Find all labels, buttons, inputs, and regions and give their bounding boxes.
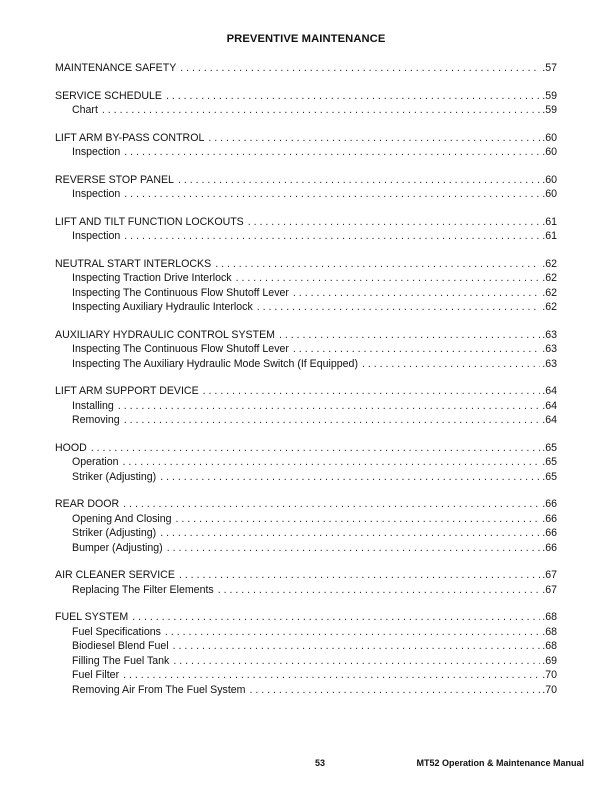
toc-section: [55, 497, 557, 555]
dot-leader: [124, 413, 541, 428]
toc-section: [55, 89, 557, 118]
toc-section: [55, 384, 557, 428]
toc-entry-label: Removing: [72, 414, 120, 426]
dot-leader: [124, 229, 540, 244]
toc-entry-page: .66: [542, 512, 557, 525]
toc-section-entry[interactable]: [55, 384, 557, 399]
toc-section: [55, 215, 557, 244]
toc-section-entry[interactable]: [55, 173, 557, 188]
dot-leader: [123, 497, 540, 512]
toc-entry-label: Fuel Filter: [72, 669, 120, 681]
dot-leader: [218, 583, 541, 598]
toc-entry-page: .60: [542, 188, 557, 200]
toc-entry-label: Chart: [72, 104, 98, 116]
toc-entry-label: Operation: [72, 456, 119, 468]
dot-leader: [257, 300, 541, 315]
dot-leader: [102, 103, 540, 118]
dot-leader: [166, 89, 540, 104]
dot-leader: [132, 610, 540, 625]
toc-section: [55, 441, 557, 485]
dot-leader: [362, 357, 540, 372]
toc-entry-label: Striker (Adjusting): [72, 527, 157, 539]
toc-section: [55, 131, 557, 160]
dot-leader: [123, 668, 540, 683]
toc-subentry[interactable]: [55, 413, 557, 428]
toc-entry-label: Inspection: [72, 188, 121, 200]
dot-leader: [167, 541, 541, 556]
toc-entry-label: Inspecting Traction Drive Interlock: [72, 272, 232, 284]
dot-leader: [118, 399, 540, 414]
toc-entry-page: .62: [542, 257, 557, 270]
dot-leader: [279, 328, 540, 343]
toc-entry-page: .63: [542, 328, 557, 341]
toc-entry-page: .60: [542, 131, 557, 144]
toc-entry-page: .65: [542, 470, 557, 483]
toc-subentry[interactable]: [55, 625, 557, 640]
toc-entry-page: .60: [542, 173, 557, 186]
dot-leader: [165, 625, 540, 640]
toc-entry-page: .64: [542, 414, 557, 426]
dot-leader: [215, 257, 540, 272]
toc-entry-page: .66: [542, 541, 557, 554]
toc-subentry[interactable]: [55, 583, 557, 598]
dot-leader: [160, 526, 540, 541]
dot-leader: [176, 512, 541, 527]
dot-leader: [248, 215, 541, 230]
toc-subentry[interactable]: [55, 342, 557, 357]
toc-entry-label: AUXILIARY HYDRAULIC CONTROL SYSTEM: [55, 328, 275, 341]
dot-leader: [160, 470, 540, 485]
toc-entry-page: .64: [542, 399, 557, 412]
toc-entry-page: .57: [542, 62, 557, 74]
toc-section: [55, 610, 557, 697]
toc-subentry[interactable]: [55, 286, 557, 301]
toc-entry-page: .68: [542, 640, 557, 652]
toc-entry-label: Inspection: [72, 230, 121, 242]
toc-entry-page: .69: [542, 654, 557, 667]
table-of-contents: [55, 61, 557, 710]
toc-subentry[interactable]: [55, 399, 557, 414]
toc-entry-label: Biodiesel Blend Fuel: [72, 640, 169, 652]
toc-entry-page: .64: [542, 385, 557, 397]
page-title: PREVENTIVE MAINTENANCE: [226, 33, 386, 45]
footer-manual-title: MT52 Operation & Maintenance Manual: [416, 758, 584, 768]
toc-entry-label: LIFT AND TILT FUNCTION LOCKOUTS: [55, 215, 244, 228]
toc-entry-page: .68: [542, 625, 557, 638]
toc-entry-page: .63: [542, 357, 557, 370]
toc-subentry[interactable]: [55, 229, 557, 244]
toc-entry-label: Striker (Adjusting): [72, 470, 157, 483]
footer-page-number: 53: [314, 758, 325, 768]
toc-subentry[interactable]: [55, 654, 557, 669]
toc-entry-page: .66: [542, 527, 557, 539]
toc-section: [55, 568, 557, 597]
toc-subentry[interactable]: [55, 300, 557, 315]
toc-subentry[interactable]: [55, 271, 557, 286]
dot-leader: [236, 271, 541, 286]
toc-section: [55, 328, 557, 372]
toc-section-entry[interactable]: [55, 497, 557, 512]
toc-entry-page: .62: [542, 286, 557, 299]
toc-entry-label: Inspection: [72, 146, 121, 158]
toc-entry-page: .65: [542, 456, 557, 468]
toc-subentry[interactable]: [55, 470, 557, 485]
toc-entry-label: FUEL SYSTEM: [55, 611, 129, 623]
toc-entry-label: REAR DOOR: [55, 498, 120, 510]
toc-entry-page: .67: [542, 583, 557, 596]
toc-subentry[interactable]: [55, 512, 557, 527]
dot-leader: [178, 173, 540, 188]
toc-section-entry[interactable]: [55, 441, 557, 456]
toc-subentry[interactable]: [55, 103, 557, 118]
toc-entry-page: .68: [542, 611, 557, 623]
toc-entry-label: Inspecting The Continuous Flow Shutoff Lever: [72, 343, 289, 355]
toc-entry-page: .67: [542, 569, 557, 581]
toc-entry-page: .60: [542, 146, 557, 158]
toc-subentry[interactable]: [55, 455, 557, 470]
toc-entry-page: .59: [542, 104, 557, 116]
dot-leader: [124, 145, 540, 160]
dot-leader: [179, 568, 540, 583]
dot-leader: [123, 455, 541, 470]
toc-section-entry[interactable]: [55, 257, 557, 272]
toc-subentry[interactable]: [55, 683, 557, 698]
toc-entry-page: .66: [542, 498, 557, 510]
toc-entry-label: NEUTRAL START INTERLOCKS: [55, 257, 212, 270]
toc-subentry[interactable]: [55, 187, 557, 202]
toc-entry-label: AIR CLEANER SERVICE: [55, 569, 175, 581]
toc-section-entry[interactable]: [55, 61, 557, 76]
toc-entry-label: LIFT ARM BY-PASS CONTROL: [55, 131, 205, 144]
toc-subentry[interactable]: [55, 357, 557, 372]
toc-subentry[interactable]: [55, 668, 557, 683]
toc-entry-label: LIFT ARM SUPPORT DEVICE: [55, 385, 199, 397]
toc-entry-page: .61: [542, 230, 557, 242]
toc-entry-label: Inspecting The Auxiliary Hydraulic Mode Switch (If Equipped): [72, 357, 358, 370]
toc-entry-label: MAINTENANCE SAFETY: [55, 62, 177, 74]
toc-entry-page: .70: [542, 669, 557, 681]
toc-entry-page: .59: [542, 89, 557, 102]
toc-entry-page: .61: [542, 215, 557, 228]
dot-leader: [173, 654, 540, 669]
toc-entry-page: .70: [542, 683, 557, 696]
toc-entry-label: Bumper (Adjusting): [72, 541, 163, 554]
toc-section-entry[interactable]: [55, 568, 557, 583]
toc-entry-label: Inspecting Auxiliary Hydraulic Interlock: [72, 301, 253, 313]
dot-leader: [91, 441, 540, 456]
dot-leader: [124, 187, 540, 202]
dot-leader: [203, 384, 541, 399]
toc-section: [55, 61, 557, 76]
toc-section: [55, 257, 557, 315]
toc-entry-label: Filling The Fuel Tank: [72, 654, 170, 667]
toc-section: [55, 173, 557, 202]
toc-entry-label: HOOD: [55, 441, 87, 454]
toc-section-entry[interactable]: [55, 89, 557, 104]
dot-leader: [180, 61, 540, 76]
toc-section-entry[interactable]: [55, 610, 557, 625]
toc-subentry[interactable]: [55, 639, 557, 654]
toc-subentry[interactable]: [55, 541, 557, 556]
toc-entry-page: .62: [542, 272, 557, 284]
toc-entry-page: .65: [542, 441, 557, 454]
toc-entry-label: Opening And Closing: [72, 512, 172, 525]
toc-subentry[interactable]: [55, 145, 557, 160]
dot-leader: [173, 639, 541, 654]
toc-entry-label: Fuel Specifications: [72, 625, 161, 638]
toc-entry-label: Replacing The Filter Elements: [72, 583, 214, 596]
toc-entry-page: .62: [542, 301, 557, 313]
toc-entry-page: .63: [542, 343, 557, 355]
dot-leader: [249, 683, 540, 698]
dot-leader: [208, 131, 540, 146]
toc-entry-label: REVERSE STOP PANEL: [55, 173, 174, 186]
toc-section-entry[interactable]: [55, 131, 557, 146]
toc-entry-label: Installing: [72, 399, 114, 412]
toc-entry-label: SERVICE SCHEDULE: [55, 89, 162, 102]
toc-entry-label: Inspecting The Continuous Flow Shutoff Lever: [72, 286, 289, 299]
toc-section-entry[interactable]: [55, 328, 557, 343]
toc-entry-label: Removing Air From The Fuel System: [72, 683, 246, 696]
toc-section-entry[interactable]: [55, 215, 557, 230]
toc-subentry[interactable]: [55, 526, 557, 541]
dot-leader: [293, 286, 540, 301]
dot-leader: [293, 342, 540, 357]
